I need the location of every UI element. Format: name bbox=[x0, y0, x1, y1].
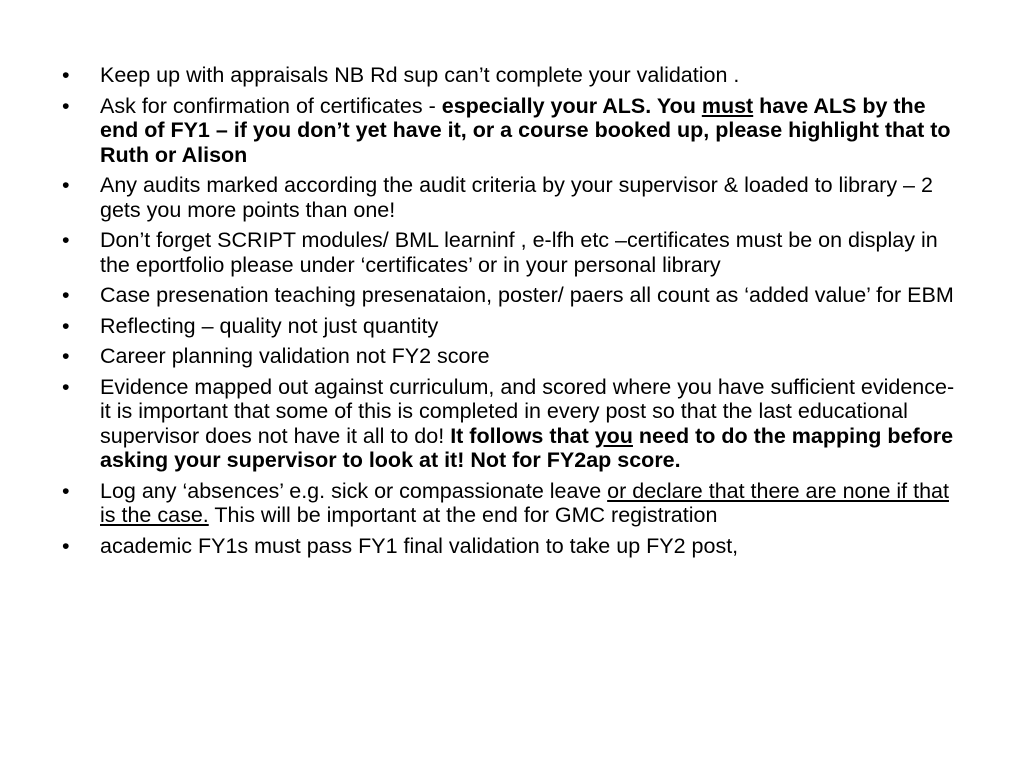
text-segment: Don’t forget SCRIPT modules/ BML learninf , e-lfh etc –certificates must be on display in the eportfolio please under ‘certificates’ or in your personal library bbox=[100, 228, 938, 277]
bullet-text bbox=[100, 479, 949, 528]
bullet-text bbox=[100, 283, 954, 307]
underlined-text: or declare that there are none if that is the case. bbox=[100, 478, 949, 527]
text-segment: This will be important at the end for GMC registration bbox=[208, 503, 718, 527]
emphasis-text: have ALS by the end of FY1 – if you don’t yet have it, or a course booked up, please highlight that to Ruth or Alison bbox=[100, 93, 951, 167]
bullet-item bbox=[62, 534, 962, 559]
bullet-text bbox=[100, 94, 951, 167]
text-segment: Career planning validation not FY2 score bbox=[100, 344, 490, 368]
text-segment: Ask for confirmation of certificates - bbox=[100, 93, 442, 118]
bullet-text bbox=[100, 314, 438, 338]
text-segment: Log any ‘absences’ e.g. sick or compassionate leave bbox=[100, 478, 608, 503]
text-segment: Case presenation teaching presenataion, poster/ paers all count as ‘added value’ for EBM bbox=[100, 283, 954, 307]
bullet-item bbox=[62, 479, 962, 528]
bullet-marker-icon: • bbox=[62, 313, 70, 338]
bullet-item bbox=[62, 283, 962, 308]
bullet-text bbox=[100, 375, 954, 473]
text-segment: Evidence mapped out against curriculum, and scored where you have sufficient evidence- it is important that some of this is completed in every post so that the last educational supervisor does not have it all to do! bbox=[100, 374, 955, 448]
emphasis-text: you bbox=[594, 423, 633, 448]
text-segment: Keep up with appraisals NB Rd sup can’t complete your validation . bbox=[100, 63, 740, 87]
bullet-marker-icon: • bbox=[62, 283, 70, 307]
bullet-marker-icon: • bbox=[62, 228, 70, 252]
bullet-text bbox=[100, 173, 933, 222]
text-segment: Any audits marked according the audit criteria by your supervisor & loaded to library – 2 gets you more points than one! bbox=[100, 173, 933, 222]
text-segment: academic FY1s must pass FY1 final validation to take up FY2 post, bbox=[100, 533, 739, 558]
bullet-item bbox=[62, 344, 962, 369]
bullet-marker-icon: • bbox=[62, 533, 70, 558]
emphasis-text: especially your ALS. You bbox=[441, 93, 702, 118]
bullet-item bbox=[62, 94, 962, 168]
bullet-marker-icon: • bbox=[62, 478, 70, 503]
emphasis-text: must bbox=[701, 93, 754, 118]
bullet-list bbox=[62, 63, 962, 564]
bullet-item bbox=[62, 228, 962, 277]
bullet-item bbox=[62, 314, 962, 339]
bullet-item bbox=[62, 173, 962, 222]
emphasis-text: need to do the mapping before asking your supervisor to look at it! Not for FY2ap score. bbox=[100, 423, 954, 472]
bullet-item bbox=[62, 375, 962, 473]
emphasis-text: It follows that bbox=[450, 423, 595, 448]
bullet-marker-icon: • bbox=[62, 344, 70, 368]
bullet-text bbox=[100, 228, 938, 277]
bullet-text bbox=[100, 344, 490, 368]
text-segment: Reflecting – quality not just quantity bbox=[100, 313, 439, 338]
bullet-marker-icon: • bbox=[62, 93, 70, 118]
bullet-item bbox=[62, 63, 962, 88]
bullet-text bbox=[100, 534, 738, 558]
bullet-marker-icon: • bbox=[62, 63, 70, 87]
bullet-text bbox=[100, 63, 739, 87]
bullet-marker-icon: • bbox=[62, 173, 70, 197]
bullet-marker-icon: • bbox=[62, 374, 70, 399]
